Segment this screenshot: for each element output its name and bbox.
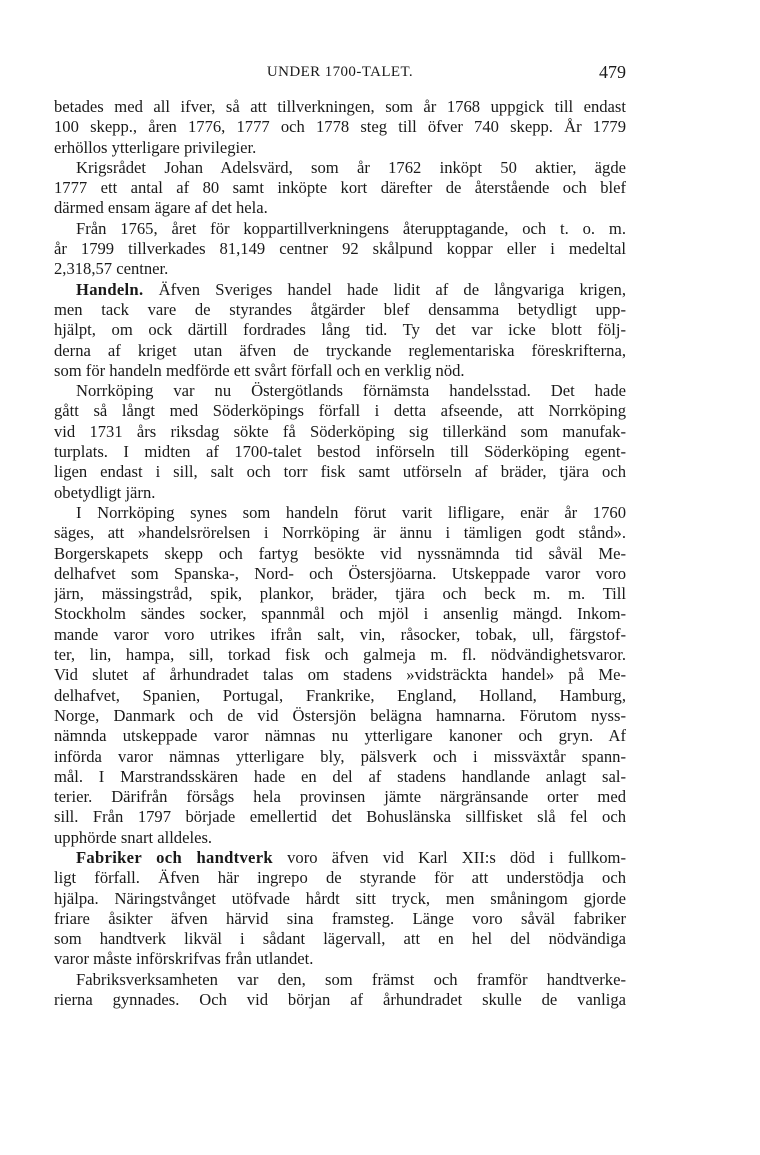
text-line [54,970,626,990]
line-text: rierna gynnades. Och vid början af århundradet skulle de vanliga [54,990,626,1010]
text-line [54,909,626,929]
text-line [54,280,626,300]
line-text: turplats. I midten af 1700-talet bestod införseln till Söderköping egent- [54,442,626,462]
text-line [54,462,626,482]
line-text: upphörde snart alldeles. [54,827,213,847]
text-line [54,889,626,909]
line-text: därmed ensam ägare af det hela. [54,198,268,218]
line-text: ter, lin, hampa, sill, torkad fisk och galmeja m. fl. nödvändighetsvaror. [54,645,626,665]
text-line [54,848,626,868]
page-number: 479 [599,62,626,82]
line-text: mål. I Marstrandsskären hade en del af stadens handlande anlagt sal- [54,766,626,786]
line-text: derna af kriget utan äfven de tryckande reglementariska föreskrifterna, [54,340,626,360]
line-text: I Norrköping synes som handeln förut varit lifligare, enär år 1760 [76,502,626,522]
body-text [54,97,626,1010]
text-line [54,198,626,218]
text-line [54,300,626,320]
text-line [54,564,626,584]
text-line [54,990,626,1010]
line-text: införda varor nämnas ytterligare bly, pälsverk och i missväxtår spann- [54,746,626,766]
line-text: terier. Därifrån försågs hela provinsen jämte närgränsande orter med [54,787,626,807]
text-line [54,401,626,421]
text-line [54,706,626,726]
text-line [54,422,626,442]
text-line [54,117,626,137]
text-line [54,584,626,604]
text-line [54,178,626,198]
text-line [54,158,626,178]
line-text: delhafvet som Spanska-, Nord- och Östersjöarna. Utskeppade varor voro [54,563,626,583]
text-line [54,665,626,685]
line-text: 100 skepp., åren 1776, 1777 och 1778 steg till öfver 740 skepp. År 1779 [54,117,626,137]
text-line [54,239,626,259]
line-text: Borgerskapets skepp och fartyg besökte vid nyssnämnda tid såväl Me- [54,543,626,563]
text-line [54,259,626,279]
line-text: nämnda utskeppade varor nämnas nu ytterligare kanoner och gryn. Af [54,726,626,746]
line-text: ligen endast i sill, salt och torr fisk samt utförseln af bräder, tjära och [54,462,626,482]
line-text: friare åsikter äfven härvid sina framsteg. Länge voro såväl fabriker [54,908,626,928]
text-line [54,726,626,746]
text-line [54,604,626,624]
line-text: delhafvet, Spanien, Portugal, Frankrike, England, Holland, Hamburg, [54,685,626,705]
text-line [54,787,626,807]
text-line [54,341,626,361]
line-text: hjälpt, om ock därtill fordrades lång tid. Ty det var icke blott följ- [54,320,626,340]
text-line [54,219,626,239]
line-text: men tack vare de styrandes åtgärder blef densamma betydligt upp- [54,299,626,319]
line-text: obetydligt järn. [54,482,156,502]
text-line [54,361,626,381]
text-line [54,747,626,767]
text-line [54,544,626,564]
line-text: Äfven Sveriges handel hade lidit af de långvariga krigen, [143,279,626,299]
line-text: Norrköping var nu Östergötlands förnämsta handelsstad. Det hade [76,381,626,401]
text-line [54,523,626,543]
text-line [54,483,626,503]
text-line [54,868,626,888]
text-line [54,442,626,462]
line-text: ligt förfall. Äfven här ingrepo de styrande för att understödja och [54,868,626,888]
text-line [54,949,626,969]
line-text: sill. Från 1797 började emellertid det Bohuslänska sillfisket slå fel och [54,807,626,827]
text-line [54,320,626,340]
running-title: UNDER 1700-TALET. [266,64,414,80]
line-text: Från 1765, året för koppartillverkningens återupptagande, och t. o. m. [76,218,626,238]
section-heading: Fabriker och handtverk [76,847,273,867]
text-line [54,645,626,665]
text-line [54,767,626,787]
line-text: säges, att »handelsrörelsen i Norrköping är ännu i tämligen godt stånd». [54,523,626,543]
line-text: mande varor voro utrikes ifrån salt, vin, råsocker, tobak, ull, färgstof- [54,624,626,644]
line-text: varor måste införskrifvas från utlandet. [54,949,314,969]
line-text: hjälpa. Näringstvånget utöfvade hårdt sitt tryck, men småningom gjorde [54,888,626,908]
page-header [54,64,626,90]
line-text: som handtverk likväl i sådant lägervall, att en hel del nödvändiga [54,929,626,949]
text-line [54,807,626,827]
line-text: voro äfven vid Karl XII:s död i fullkom- [272,847,626,867]
line-text: 2,318,57 centner. [54,259,169,279]
text-line [54,138,626,158]
line-text: järn, mässingstråd, spik, plankor, bräder, tjära och beck m. m. Till [54,584,626,604]
text-line [54,503,626,523]
text-line [54,97,626,117]
text-line [54,929,626,949]
line-text: Fabriksverksamheten var den, som främst och framför handtverke- [76,969,626,989]
line-text: betades med all ifver, så att tillverkningen, som år 1768 uppgick till endast [54,97,626,116]
text-line [54,686,626,706]
line-text: Krigsrådet Johan Adelsvärd, som år 1762 inköpt 50 aktier, ägde [76,157,626,177]
text-line [54,828,626,848]
line-text: 1777 ett antal af 80 samt inköpte kort därefter de återstående och blef [54,178,626,198]
text-line [54,625,626,645]
line-text: Stockholm sändes socker, spannmål och mjöl i ansenlig mängd. Inkom- [54,604,626,624]
text-line [54,381,626,401]
section-heading: Handeln. [76,279,144,299]
line-text: Vid slutet af århundradet talas om stadens »vidsträckta handel» på Me- [54,665,626,685]
line-text: erhöllos ytterligare privilegier. [54,137,257,157]
line-text: gått så långt med Söderköpings förfall i detta afseende, att Norrköping [54,401,626,421]
line-text: år 1799 tillverkades 81,149 centner 92 skålpund koppar eller i medeltal [54,239,626,259]
line-text: vid 1731 års riksdag sökte få Söderköping sig tillerkänd som manufak- [54,421,626,441]
line-text: som för handeln medförde ett svårt förfall och en verklig nöd. [54,360,465,380]
line-text: Norge, Danmark och de vid Östersjön belägna hamnarna. Förutom nyss- [54,705,626,725]
